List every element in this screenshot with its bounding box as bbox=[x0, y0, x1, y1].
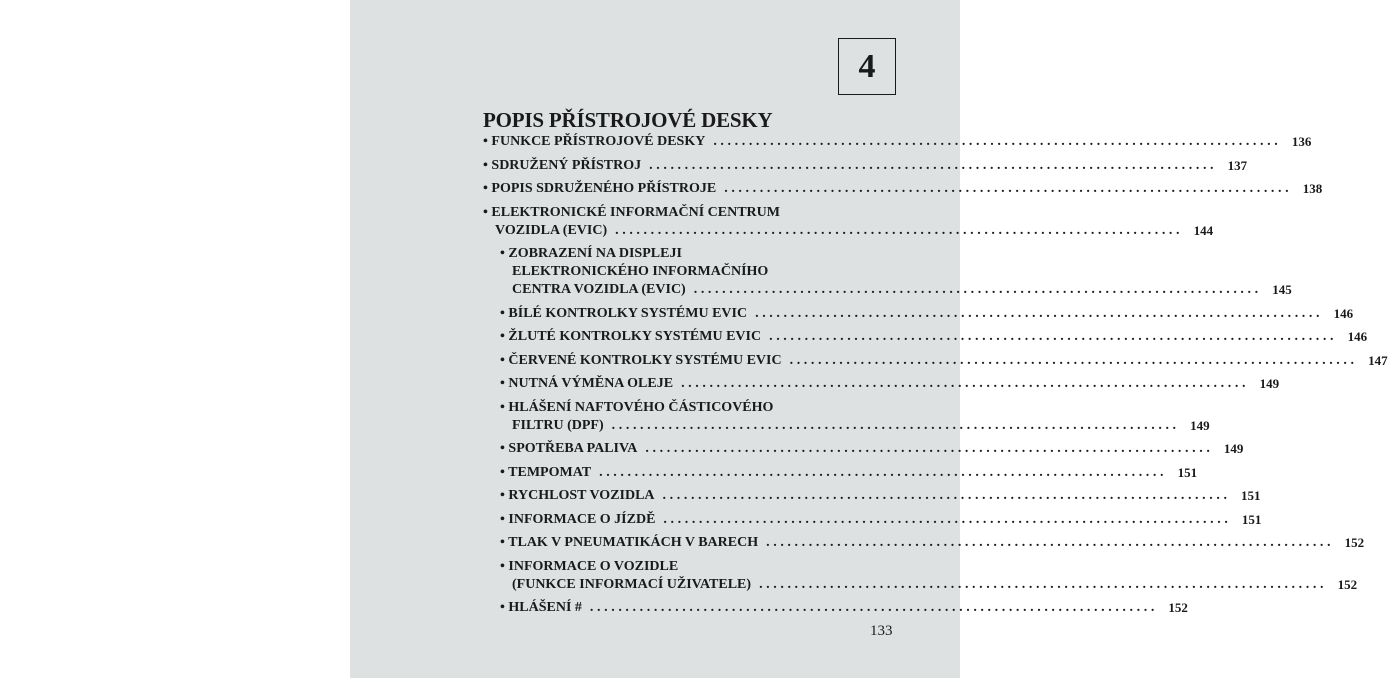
toc-entry-page: 149 bbox=[1190, 417, 1210, 433]
toc-entry-title: CENTRA VOZIDLA (EVIC) bbox=[512, 282, 686, 297]
chapter-number: 4 bbox=[858, 47, 876, 85]
page-number: 133 bbox=[870, 623, 893, 639]
toc-leader-dots: ................................................................................ bbox=[615, 222, 1184, 238]
toc-leader-dots: ................................................................................ bbox=[681, 376, 1250, 391]
toc-entry[interactable] bbox=[500, 511, 1262, 529]
toc-entry-page: 146 bbox=[1347, 329, 1368, 344]
toc-entry-title: • ELEKTRONICKÉ INFORMAČNÍ CENTRUM bbox=[483, 204, 780, 220]
toc-leader-dots: ................................................................................ bbox=[789, 352, 1358, 368]
toc-entry-title: • HLÁŠENÍ NAFTOVÉHO ČÁSTICOVÉHO bbox=[500, 399, 774, 415]
toc-entry-title: (FUNKCE INFORMACÍ UŽIVATELE) bbox=[512, 576, 752, 592]
toc-entry-page: 152 bbox=[1168, 600, 1188, 615]
toc-leader-dots: ................................................................................ bbox=[589, 600, 1158, 615]
toc-entry-page: 152 bbox=[1337, 576, 1358, 592]
toc-entry-title: • SDRUŽENÝ PŘÍSTROJ bbox=[483, 157, 642, 173]
toc-entry-page: 149 bbox=[1259, 376, 1280, 391]
toc-leader-dots: ................................................................................ bbox=[693, 282, 1262, 297]
toc-entry-title: FILTRU (DPF) bbox=[512, 417, 604, 433]
toc-entry-page: 151 bbox=[1241, 488, 1261, 503]
toc-leader-dots: ................................................................................ bbox=[766, 535, 1335, 550]
toc-entry[interactable] bbox=[500, 440, 1244, 458]
toc-entry-page: 149 bbox=[1223, 441, 1244, 456]
toc-entry[interactable] bbox=[500, 328, 1368, 346]
toc-entry[interactable] bbox=[483, 157, 1248, 175]
section-title: POPIS PŘÍSTROJOVÉ DESKY bbox=[483, 108, 773, 132]
toc-leader-dots: ................................................................................ bbox=[713, 134, 1282, 149]
toc-entry[interactable] bbox=[483, 180, 1323, 198]
toc-leader-dots: ................................................................................ bbox=[599, 464, 1168, 480]
toc-entry-page: 138 bbox=[1302, 181, 1323, 196]
toc-entry-title: • TEMPOMAT bbox=[500, 464, 592, 480]
toc-entry[interactable] bbox=[500, 305, 1354, 323]
toc-entry-title: • ŽLUTÉ KONTROLKY SYSTÉMU EVIC bbox=[500, 329, 762, 344]
toc-leader-dots: ................................................................................ bbox=[645, 441, 1214, 456]
toc-leader-dots: ................................................................................ bbox=[769, 329, 1338, 344]
toc-entry-title: • RYCHLOST VOZIDLA bbox=[500, 488, 655, 503]
toc-entry[interactable] bbox=[500, 534, 1365, 552]
toc-entry-title: VOZIDLA (EVIC) bbox=[495, 222, 608, 238]
toc-entry-page: 144 bbox=[1193, 222, 1214, 238]
toc-entry-page: 146 bbox=[1333, 305, 1354, 321]
toc-entry-title: • BÍLÉ KONTROLKY SYSTÉMU EVIC bbox=[500, 305, 748, 321]
toc-entry[interactable] bbox=[500, 464, 1198, 482]
toc-entry-title: • NUTNÁ VÝMĚNA OLEJE bbox=[500, 376, 674, 391]
toc-entry-page: 136 bbox=[1291, 134, 1312, 149]
toc-entry[interactable] bbox=[500, 375, 1280, 393]
chapter-number-box bbox=[838, 38, 896, 95]
toc-entry-page: 151 bbox=[1177, 464, 1198, 480]
toc-entry-title: • HLÁŠENÍ # bbox=[500, 600, 582, 615]
toc-entry-page: 145 bbox=[1272, 282, 1292, 297]
toc-entry[interactable] bbox=[483, 204, 1214, 240]
toc-leader-dots: ................................................................................ bbox=[663, 511, 1232, 527]
toc-leader-dots: ................................................................................ bbox=[611, 417, 1180, 433]
toc-leader-dots: ................................................................................ bbox=[724, 181, 1293, 196]
toc-entry-page: 147 bbox=[1368, 352, 1388, 368]
toc-entry[interactable] bbox=[483, 133, 1312, 151]
toc-entry[interactable] bbox=[500, 558, 1358, 594]
toc-entry-title: • INFORMACE O VOZIDLE bbox=[500, 558, 679, 574]
toc-entry-title: • TLAK V PNEUMATIKÁCH V BARECH bbox=[500, 535, 759, 550]
table-of-contents bbox=[483, 133, 1388, 623]
toc-entry-title: • INFORMACE O JÍZDĚ bbox=[500, 511, 656, 527]
toc-entry-title: • ZOBRAZENÍ NA DISPLEJI bbox=[500, 246, 682, 261]
toc-entry-title: • ČERVENÉ KONTROLKY SYSTÉMU EVIC bbox=[500, 352, 782, 368]
toc-entry[interactable] bbox=[500, 352, 1388, 370]
toc-entry-page: 152 bbox=[1344, 535, 1365, 550]
toc-entry-page: 137 bbox=[1227, 157, 1248, 173]
toc-entry-title: • POPIS SDRUŽENÉHO PŘÍSTROJE bbox=[483, 181, 717, 196]
toc-entry[interactable] bbox=[500, 399, 1210, 435]
toc-leader-dots: ................................................................................ bbox=[759, 576, 1328, 592]
toc-leader-dots: ................................................................................ bbox=[662, 488, 1231, 503]
toc-entry-title: ELEKTRONICKÉHO INFORMAČNÍHO bbox=[512, 264, 769, 279]
toc-leader-dots: ................................................................................ bbox=[755, 305, 1324, 321]
toc-entry[interactable] bbox=[500, 599, 1188, 617]
toc-entry-page: 151 bbox=[1241, 511, 1262, 527]
toc-entry[interactable] bbox=[500, 245, 1292, 299]
toc-entry[interactable] bbox=[500, 487, 1261, 505]
blank-left-page bbox=[0, 0, 350, 678]
toc-entry-title: • SPOTŘEBA PALIVA bbox=[500, 441, 638, 456]
toc-entry-title: • FUNKCE PŘÍSTROJOVÉ DESKY bbox=[483, 134, 706, 149]
toc-leader-dots: ................................................................................ bbox=[649, 157, 1218, 173]
